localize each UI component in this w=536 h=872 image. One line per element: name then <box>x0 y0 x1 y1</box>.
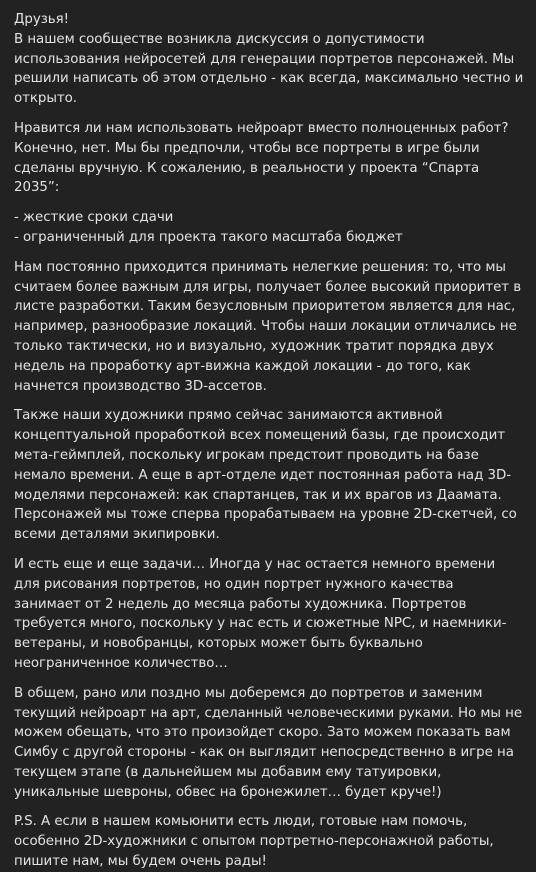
post-paragraph-artists: Также наши художники прямо сейчас занимаются активной концептуальной проработкой всех помещений базы, где происходит мета-геймплей, поскольку игрокам предстоит проводить на базе немало времени. А еще в арт-отделе идет постоянная работа над 3D-моделями персонажей: как спартанцев, так и их врагов из Даамата. Персонажей мы тоже сперва прорабатываем на уровне 2D-скетчей, со всеми деталями экипировки. <box>14 408 517 543</box>
post-paragraph-ps: P.S. А если в нашем комьюнити есть люди, готовые нам помочь, особенно 2D-художники с опытом портретно-персонажной работы, пишите нам, мы будем очень рады! <box>14 814 494 870</box>
post-paragraph-constraints-list: - жесткие сроки сдачи - ограниченный для проекта такого масштаба бюджет <box>14 210 403 245</box>
post-paragraph-conclusion: В общем, рано или поздно мы доберемся до портретов и заменим текущий нейроарт на арт, сделанный человеческими руками. Но мы не можем обещать, что это произойдет скоро. Зато можем показать вам Симбу с другой стороны - как он выглядит непосредственно в игре на текущем этапе (в дальнейшем мы добавим ему татуировки, уникальные шевроны, обвес на бронежилет… будет круче!) <box>14 685 523 800</box>
post-paragraph-tasks: И есть еще и еще задачи… Иногда у нас остается немного времени для рисования портретов, но один портрет нужного качества занимает от 2 недель до месяца работы художника. Портретов требуется много, поскольку у нас есть и сюжетные NPC, и наемники-ветераны, и новобранцы, которых может быть буквально неограниченное количество… <box>14 556 507 671</box>
post-paragraph-priorities: Нам постоянно приходится принимать нелегкие решения: то, что мы считаем более важным для игры, получает более высокий приоритет в листе разработки. Таким безусловным приоритетом является для нас, например, разнообразие локаций. Чтобы наши локации отличались не только тактически, но и визуально, художник тратит порядка двух недель на проработку арт-вижна каждой локации - до того, как начнется производство 3D-ассетов. <box>14 259 522 394</box>
post-paragraph-greeting: Друзья! В нашем сообществе возникла дискуссия о допустимости использования нейросетей для генерации портретов персонажей. Мы решили написать об этом отдельно - как всегда, максимально честно и открыто. <box>14 12 524 107</box>
post-paragraph-question: Нравится ли нам использовать нейроарт вместо полноценных работ? Конечно, нет. Мы бы предпочли, чтобы все портреты в игре были сделаны вручную. К сожалению, в реальности у проекта “Спарта 2035”: <box>14 120 509 196</box>
